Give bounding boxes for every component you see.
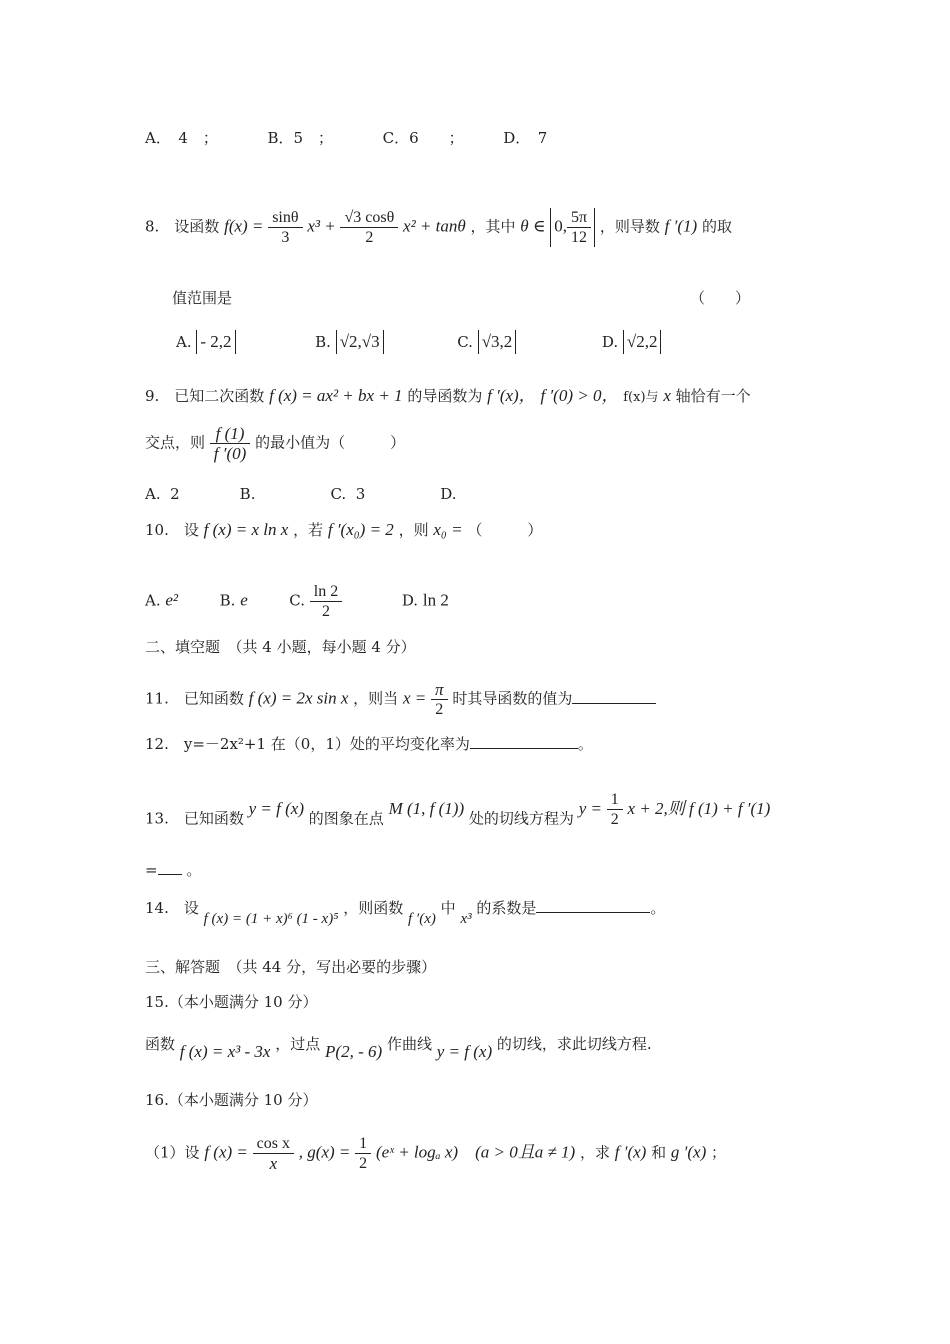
q7-option-d: D． 7 [503, 129, 548, 147]
question-15: 函数 f (x) = x³ - 3x ，过点 P(2, - 6) 作曲线 y = f (x) 的切线，求此切线方程. [145, 1035, 652, 1061]
question-14: 14. 设 f (x) = (1 + x)⁶ (1 - x)⁵ ，则函数 f ′(x) 中 x³ 的系数是 。 [145, 899, 666, 927]
q14-answer-blank[interactable] [536, 898, 650, 913]
question-16-part1: （1）设 f (x) = $\frac{\text{cos x}}{x}$ , g(x) = $\frac{1}{2}$ (eˣ + logₐ x) (a > 0且a ≠ 1) ，求 f ′(x) 和 g ′(x) ； [145, 1135, 727, 1173]
question-11: 11. 已知函数 f (x) = 2x sin x ，则当 x = $\frac{\pi}{2}$ 时其导函数的值为 [145, 680, 656, 719]
q8-tail: 的取 [701, 217, 732, 236]
q8-then: ，则导数 [599, 217, 660, 236]
q9-line2: 交点，则 $\frac{f (1)}{f '(0)}$ 的最小值为（ ） [145, 424, 406, 463]
q10-option-d: ln 2 [422, 590, 449, 610]
question-10: 10. 设 f (x) = x ln x ，若 f ′(x₀) = 2 ，则 x₀ = （ ） [145, 520, 543, 539]
q12-answer-blank[interactable] [470, 734, 578, 749]
q7-options [145, 128, 547, 148]
section-3-heading: 三、解答题 （共 44 分，写出必要的步骤） [145, 958, 437, 976]
q13-answer-blank[interactable] [158, 860, 182, 875]
q8-paren: （ ） [690, 289, 751, 307]
q8-range: 0, $\frac{5\pi}{12}$ [550, 208, 595, 247]
q7-option-a: A． 4 ； [145, 129, 218, 147]
q8-option-b: √2,√3 [336, 330, 384, 354]
q13-line2: = 。 [145, 861, 202, 879]
q8-option-a: - 2,2 [196, 330, 235, 354]
q10-option-b: e [240, 590, 248, 610]
question-8 [145, 208, 732, 247]
q10-option-c: $\frac{\ln 2}{2}$ [312, 582, 340, 621]
q9-function: f (x) = ax² + bx + 1 [269, 386, 403, 405]
question-12: 12. y=－2x²+1 在（0，1）处的平均变化率为 。 [145, 735, 593, 753]
q8-option-c: √3,2 [478, 330, 517, 354]
q8-frac2: $\frac{√3 \cos\theta}{2}$ [342, 208, 396, 247]
q9-frac: $\frac{f (1)}{f '(0)}$ [212, 424, 249, 463]
q15-heading: 15.（本小题满分 10 分） [145, 993, 318, 1011]
q9-options: A. 2 B. C. 3 D. [145, 485, 457, 503]
q7-option-c: C．6 ； [382, 129, 464, 147]
q10-option-a: e² [165, 590, 179, 610]
q7-option-b: B．5 ； [267, 129, 334, 147]
q10-options: A. e² B. e C. $\frac{\ln 2}{2}$ D. ln 2 [145, 583, 449, 620]
question-13: 13. 已知函数 y = f (x) 的图象在点 M (1, f (1)) 处的切线方程为 y = $\frac{1}{2}$ x + 2,则 f (1) + f ′(1) [145, 791, 771, 828]
question-9: 9. 已知二次函数 f (x) = ax² + bx + 1 的导函数为 f ′(x)， f ′(0) > 0， f(x)与 x 轴恰有一个 [145, 386, 751, 405]
q8-number: 8. 设函数 [145, 217, 220, 236]
q10-function: f (x) = x ln x [203, 520, 289, 539]
q8-frac1: $\frac{\sin\theta}{3}$ [270, 208, 300, 247]
q8-term2: x² + tanθ [403, 216, 466, 236]
q8-function: f(x) = [224, 216, 264, 236]
q11-answer-blank[interactable] [572, 689, 656, 704]
section-2-heading: 二、填空题 （共 4 小题，每小题 4 分） [145, 638, 416, 656]
q8-derivative: f ′(1) [664, 216, 698, 236]
q8-mid: ，其中 [470, 217, 516, 236]
q8-theta: θ ∈ [520, 216, 546, 236]
q8-option-d: √2,2 [623, 330, 662, 354]
q8-line2: 值范围是 [172, 289, 233, 307]
q8-options: A. - 2,2 B. √2,√3 C. √3,2 D. √2,2 [176, 330, 661, 354]
q8-term1: x³ + [307, 216, 336, 236]
q16-heading: 16.（本小题满分 10 分） [145, 1091, 318, 1109]
